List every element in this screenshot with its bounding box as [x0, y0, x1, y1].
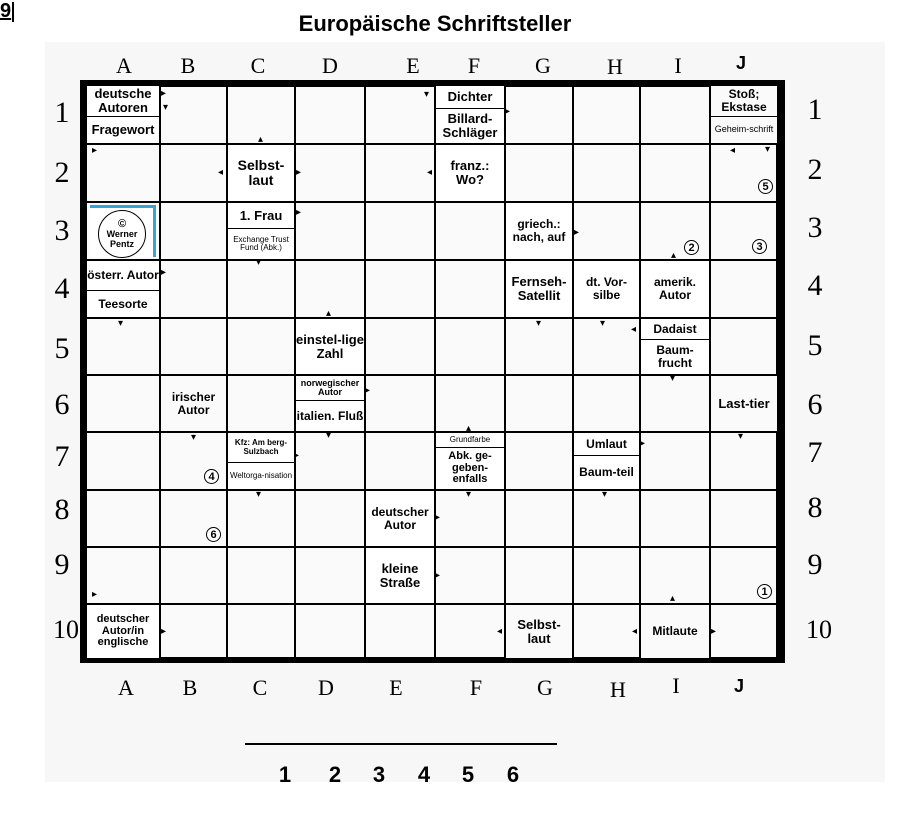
cell-e2[interactable] — [366, 145, 434, 201]
col-label-g-bottom: G — [537, 675, 553, 700]
clue-c3 — [228, 203, 294, 259]
cell-h2[interactable] — [574, 145, 639, 201]
cell-f4[interactable] — [436, 261, 504, 317]
solution-number-3: 3 — [372, 762, 386, 787]
clue-a4-top: österr. Autor — [87, 268, 159, 283]
arrow-right-icon: ▸ — [161, 626, 167, 637]
col-label-f-bottom: F — [469, 675, 483, 700]
row-label-5-right: 5 — [807, 329, 823, 362]
clue-g3 — [506, 203, 572, 259]
arrow-left-icon: ◂ — [632, 626, 638, 637]
clue-d6 — [296, 376, 364, 431]
cell-d8[interactable] — [296, 491, 364, 546]
col-label-b: B — [180, 53, 196, 78]
clue-c3-top: 1. Frau — [239, 207, 283, 223]
col-label-c-bottom: C — [252, 675, 268, 700]
arrow-right-icon: ▸ — [296, 207, 302, 218]
row-label-5: 5 — [54, 332, 70, 365]
cell-b9[interactable] — [161, 548, 226, 603]
arrow-down-icon: ▾ — [670, 373, 676, 384]
row-label-7-right: 7 — [807, 436, 823, 469]
arrow-right-icon: ▸ — [365, 385, 371, 396]
solution-marker-4: 4 — [204, 469, 219, 484]
cell-a8[interactable] — [87, 491, 159, 546]
col-label-h-bottom: H — [610, 677, 626, 702]
row-label-7: 7 — [54, 440, 70, 473]
arrow-right-icon: ▸ — [505, 106, 511, 117]
col-label-a: A — [116, 53, 132, 78]
row-label-6-right: 6 — [807, 388, 823, 421]
cell-i6[interactable] — [641, 373, 709, 431]
solution-marker-5: 5 — [758, 179, 773, 194]
cell-e6[interactable] — [366, 376, 434, 431]
arrow-down-icon: ▾ — [738, 431, 744, 442]
clue-a10 — [87, 605, 159, 658]
arrow-right-icon: ▸ — [161, 267, 167, 278]
clue-i10-text: Mitlaute — [652, 624, 698, 639]
solution-number-2: 2 — [328, 762, 342, 787]
arrow-left-icon: ◂ — [631, 324, 637, 335]
solution-line — [245, 743, 557, 745]
clue-e9 — [366, 548, 434, 603]
arrow-down-icon: ▾ — [602, 489, 608, 500]
arrow-down-icon: ▾ — [600, 318, 606, 329]
clue-f7 — [436, 433, 504, 489]
solution-marker-1: 1 — [757, 584, 772, 599]
cell-g7[interactable] — [506, 433, 572, 489]
row-label-3-right: 3 — [807, 211, 823, 244]
cell-a9[interactable] — [87, 548, 159, 603]
row-label-10-right: 10 — [806, 615, 832, 644]
clue-f2-text: franz.: Wo? — [450, 158, 490, 187]
col-label-e: E — [406, 53, 420, 78]
solution-marker-2: 2 — [684, 240, 699, 255]
clue-f2 — [436, 145, 504, 201]
cell-b10[interactable] — [161, 605, 226, 657]
arrow-right-icon: ▸ — [435, 570, 441, 581]
clue-j1 — [711, 86, 777, 143]
cell-g1[interactable] — [506, 87, 572, 143]
arrow-up-icon: ▴ — [671, 250, 677, 261]
cell-e10[interactable] — [366, 605, 434, 657]
clue-g3-text: griech.: nach, auf — [512, 217, 566, 244]
cell-b3[interactable] — [161, 203, 226, 259]
arrow-left-icon: ◂ — [427, 167, 433, 178]
cell-f3[interactable] — [436, 203, 504, 259]
arrow-left-icon: ◂ — [497, 626, 503, 637]
clue-i4 — [641, 261, 709, 317]
cell-c5[interactable] — [228, 319, 294, 374]
cell-b5[interactable] — [161, 319, 226, 374]
arrow-right-icon: ▸ — [574, 227, 580, 238]
solution-number-5: 5 — [461, 762, 475, 787]
clue-h7-bottom: Baum-teil — [574, 455, 639, 489]
cell-d3[interactable] — [296, 203, 364, 259]
clue-c2-text: Selbst-laut — [237, 157, 285, 188]
row-label-4-right: 4 — [807, 269, 823, 302]
solution-number-4: 4 — [417, 762, 431, 787]
cell-h10[interactable] — [574, 605, 639, 657]
cell-j10[interactable] — [711, 605, 776, 657]
cell-a6[interactable] — [87, 376, 159, 431]
clue-h7-top: Umlaut — [586, 436, 627, 451]
clue-g10 — [506, 605, 572, 658]
clue-g4-text: Fernseh-Satellit — [511, 274, 567, 303]
clue-i5-bottom: Baum-frucht — [641, 339, 709, 374]
cell-c6[interactable] — [228, 376, 294, 431]
clue-e8-text: deutscher Autor — [371, 504, 429, 532]
clue-j6 — [711, 376, 777, 431]
cell-d1[interactable] — [296, 87, 364, 143]
row-label-4: 4 — [54, 272, 70, 305]
arrow-right-icon: ▸ — [640, 438, 646, 449]
cell-j5[interactable] — [711, 319, 776, 374]
clue-i5 — [641, 319, 709, 374]
clue-g4 — [506, 261, 572, 317]
cell-c4[interactable] — [228, 261, 294, 317]
cell-c9[interactable] — [228, 548, 294, 603]
arrow-down-icon: ▾ — [765, 144, 771, 155]
cell-b1[interactable] — [161, 87, 226, 143]
cell-f9[interactable] — [436, 548, 504, 603]
arrow-left-icon: ◂ — [218, 167, 224, 178]
cell-f10[interactable] — [436, 605, 504, 657]
arrow-right-icon: ▸ — [92, 589, 98, 600]
cell-h9[interactable] — [574, 548, 639, 603]
clue-j6-text: Last-tier — [718, 395, 770, 411]
clue-f7-bottom: Abk. ge-geben-enfalls — [436, 447, 504, 489]
arrow-down-icon: ▾ — [256, 257, 262, 268]
col-label-j-bottom: J — [733, 676, 744, 696]
cell-j3[interactable] — [711, 203, 776, 259]
col-label-d: D — [322, 53, 338, 78]
arrow-down-icon: ▾ — [326, 430, 332, 441]
cell-i7[interactable] — [641, 433, 709, 489]
cell-e3[interactable] — [366, 203, 434, 259]
row-label-10: 10 — [53, 615, 79, 644]
col-label-a-bottom: A — [118, 675, 134, 700]
cell-d10[interactable] — [296, 605, 364, 657]
cell-g9[interactable] — [506, 548, 572, 603]
puzzle-title: Europäische Schriftsteller — [298, 11, 572, 36]
clue-j1-top: Stoß; Ekstase — [721, 87, 767, 114]
arrow-left-icon: ◂ — [730, 145, 736, 156]
cell-g6[interactable] — [506, 376, 572, 431]
solution-marker-6: 6 — [206, 527, 221, 542]
arrow-right-icon: ▸ — [294, 450, 300, 461]
cell-h5[interactable] — [574, 319, 639, 374]
col-label-f: F — [467, 53, 481, 78]
clue-c3-bottom: Exchange Trust Fund (Abk.) — [228, 228, 294, 259]
arrow-down-icon: ▾ — [466, 489, 472, 500]
clue-f1 — [436, 86, 504, 143]
clue-d6-top: norwegischer Autor — [300, 377, 360, 397]
clue-j1-bottom: Geheim-schrift — [711, 116, 777, 143]
cell-j8[interactable] — [711, 491, 776, 546]
cell-j7[interactable] — [711, 433, 776, 489]
col-label-c: C — [250, 53, 266, 78]
copyright-symbol: © — [117, 217, 127, 230]
cell-d2[interactable] — [296, 145, 364, 201]
row-label-9: 9 — [54, 548, 70, 581]
arrow-up-icon: ▴ — [670, 593, 676, 604]
cell-e4[interactable] — [366, 261, 434, 317]
row-label-6: 6 — [54, 388, 70, 421]
clue-c7-top: Kfz: Am berg-Sulzbach — [234, 438, 288, 456]
solution-marker-3: 3 — [752, 239, 767, 254]
cell-i8[interactable] — [641, 491, 709, 546]
clue-c2 — [228, 145, 294, 201]
puzzle-number: 9 — [0, 0, 12, 22]
clue-a1 — [87, 86, 159, 143]
clue-f1-bottom: Billard-Schläger — [436, 108, 504, 143]
cell-b4[interactable] — [161, 261, 226, 317]
col-label-d-bottom: D — [318, 675, 334, 700]
arrow-right-icon: ▸ — [161, 88, 167, 99]
cell-d7[interactable] — [296, 430, 364, 489]
clue-a1-across: deutsche Autoren — [94, 86, 152, 115]
cell-h6[interactable] — [574, 376, 639, 431]
clue-i5-top: Dadaist — [653, 321, 697, 336]
cell-b2[interactable] — [161, 145, 226, 201]
col-label-h: H — [607, 54, 623, 79]
cell-c10[interactable] — [228, 605, 294, 657]
clue-c7 — [228, 433, 294, 489]
copyright-line2: Pentz — [109, 238, 134, 249]
arrow-up-icon: ▴ — [258, 134, 264, 145]
arrow-down-icon: ▾ — [256, 489, 262, 500]
clue-d5 — [296, 319, 364, 374]
arrow-down-icon: ▾ — [191, 432, 197, 443]
clue-i4-text: amerik. Autor — [653, 275, 697, 302]
clue-a4-bottom: Teesorte — [87, 290, 159, 317]
clue-h4-text: dt. Vor-silbe — [585, 275, 628, 302]
arrow-down-icon: ▾ — [163, 102, 169, 113]
clue-i10 — [641, 605, 709, 658]
clue-d6-bottom: italien. Fluß — [296, 400, 364, 431]
cell-i1[interactable] — [641, 87, 709, 143]
cell-e7[interactable] — [366, 433, 434, 489]
row-label-8: 8 — [54, 493, 70, 526]
clue-a1-down: Fragewort — [87, 116, 159, 143]
arrow-right-icon: ▸ — [92, 145, 98, 156]
clue-c7-bottom: Weltorga-nisation — [228, 462, 294, 489]
col-label-i: I — [674, 53, 682, 78]
cell-a7[interactable] — [87, 433, 159, 489]
cell-i2[interactable] — [641, 145, 709, 201]
col-label-e-bottom: E — [389, 675, 403, 700]
row-label-8-right: 8 — [807, 491, 823, 524]
row-label-9-right: 9 — [807, 548, 823, 581]
clue-e8 — [366, 491, 434, 546]
cell-h3[interactable] — [574, 203, 639, 259]
clue-a10-text: deutscher Autor/in englische — [96, 613, 150, 649]
row-label-2: 2 — [54, 156, 70, 189]
arrow-right-icon: ▸ — [296, 167, 302, 178]
clue-f1-top: Dichter — [447, 89, 493, 105]
arrow-down-icon: ▾ — [536, 318, 542, 329]
arrow-right-icon: ▸ — [435, 512, 441, 523]
clue-d5-text: einstel-lige Zahl — [296, 331, 364, 361]
clue-b6 — [161, 376, 226, 431]
cell-g2[interactable] — [506, 145, 572, 201]
copyright-stamp — [98, 210, 146, 258]
row-label-1: 1 — [54, 96, 70, 129]
col-label-i-bottom: I — [672, 673, 680, 698]
cell-e5[interactable] — [366, 319, 434, 374]
clue-g10-text: Selbst-laut — [517, 616, 561, 646]
arrow-down-icon: ▾ — [118, 318, 124, 329]
arrow-right-icon: ▸ — [711, 626, 717, 637]
col-label-j: J — [735, 53, 746, 73]
row-label-3: 3 — [54, 214, 70, 247]
cell-h1[interactable] — [574, 87, 639, 143]
clue-e9-text: kleine Straße — [379, 560, 421, 590]
row-label-2-right: 2 — [807, 153, 823, 186]
solution-number-1: 1 — [278, 762, 292, 787]
cell-g8[interactable] — [506, 491, 572, 546]
copyright-logo — [90, 205, 156, 257]
arrow-down-icon: ▾ — [424, 89, 430, 100]
col-label-b-bottom: B — [182, 675, 198, 700]
row-label-1-right: 1 — [807, 93, 823, 126]
arrow-up-icon: ▴ — [326, 308, 332, 319]
cell-a2[interactable] — [87, 145, 159, 201]
cell-d9[interactable] — [296, 548, 364, 603]
clue-f7-top: Grundfarbe — [449, 434, 491, 444]
clue-h7 — [574, 433, 639, 489]
cell-f5[interactable] — [436, 319, 504, 374]
cell-j4[interactable] — [711, 261, 776, 317]
col-label-g: G — [535, 53, 551, 78]
clue-b6-text: irischer Autor — [171, 389, 216, 417]
solution-number-6: 6 — [506, 762, 520, 787]
clue-a4 — [87, 261, 159, 317]
copyright-line1: Werner — [106, 229, 138, 240]
arrow-up-icon: ▴ — [466, 423, 472, 434]
clue-h4 — [574, 261, 639, 317]
